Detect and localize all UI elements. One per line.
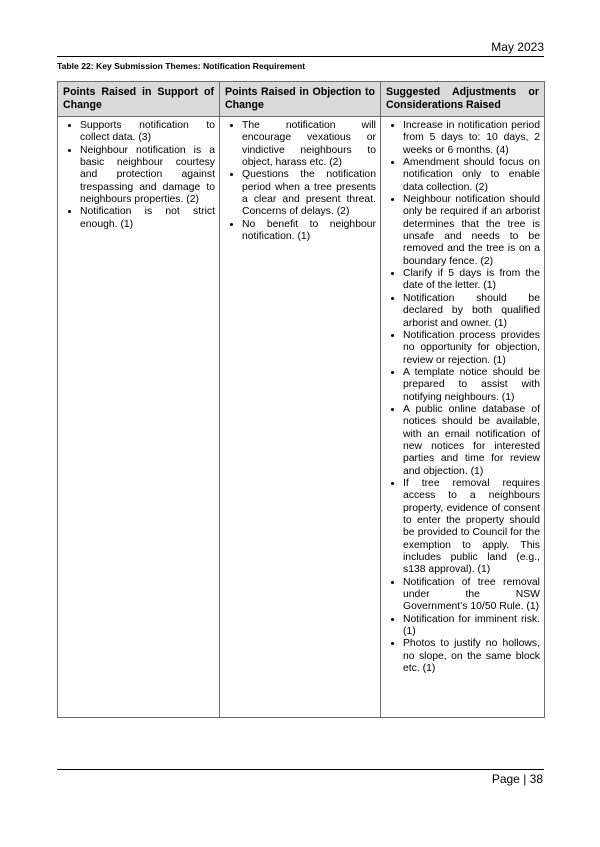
adjustment-item: • Neighbour notification should only be required if an arborist determines that the tree is unsafe and needs to be removed and the tree is on a boundary fence. (2) xyxy=(403,194,540,268)
objection-cell xyxy=(220,117,381,718)
objection-item: • No benefit to neighbour notification. (1) xyxy=(242,219,376,244)
adjustment-item: • Amendment should focus on notification only to enable data collection. (2) xyxy=(403,157,540,194)
adjustment-item: • Increase in notification period from 5 days to: 10 days, 2 weeks or 6 months. (4) xyxy=(403,120,540,157)
objection-list xyxy=(224,120,376,243)
support-item: • Neighbour notification is a basic neighbour courtesy and protection against trespassing and damage to neighbours properties. (2) xyxy=(80,145,215,207)
support-list xyxy=(62,120,215,231)
adjustment-item: • A template notice should be prepared to assist with notifying neighbours. (1) xyxy=(403,367,540,404)
table-row xyxy=(58,117,545,718)
objection-item: • The notification will encourage vexatious or vindictive neighbours to object, harass etc. (2) xyxy=(242,120,376,169)
adjustment-item: • Photos to justify no hollows, no slope, on the same block etc. (1) xyxy=(403,638,540,675)
header-divider xyxy=(57,56,544,57)
adjustment-item: • Notification should be declared by both qualified arborist and owner. (1) xyxy=(403,293,540,330)
adjustment-item: • Clarify if 5 days is from the date of the letter. (1) xyxy=(403,268,540,293)
table-header-row xyxy=(58,82,545,117)
adjustments-cell xyxy=(381,117,545,718)
submission-themes-table xyxy=(57,81,545,718)
adjustment-item: • Notification for imminent risk. (1) xyxy=(403,614,540,639)
support-item: • Supports notification to collect data. (3) xyxy=(80,120,215,145)
header-date: May 2023 xyxy=(491,40,544,54)
footer-divider xyxy=(57,769,544,770)
adjustment-item: • Notification process provides no opportunity for objection, review or rejection. (1) xyxy=(403,330,540,367)
header-support: Points Raised in Support of Change xyxy=(58,82,220,117)
header-objection: Points Raised in Objection to Change xyxy=(220,82,381,117)
adjustment-item: • Notification of tree removal under the NSW Government’s 10/50 Rule. (1) xyxy=(403,577,540,614)
support-cell xyxy=(58,117,220,718)
page-number: Page | 38 xyxy=(491,772,543,786)
table-caption: Table 22: Key Submission Themes: Notification Requirement xyxy=(57,61,306,71)
adjustment-item: • A public online database of notices should be available, with an email notification of new notices for interested parties and time for review and objection. (1) xyxy=(403,404,540,478)
header-adjustments: Suggested Adjustments or Considerations Raised xyxy=(381,82,545,117)
support-item: • Notification is not strict enough. (1) xyxy=(80,206,215,231)
adjustment-item: • If tree removal requires access to a neighbours property, evidence of consent to enter the property should be provided to Council for the exemption to apply. This includes public land (e.g., s138 approval). (1) xyxy=(403,478,540,577)
adjustments-list xyxy=(385,120,540,675)
objection-item: • Questions the notification period when a tree presents a clear and present threat. Concerns of delays. (2) xyxy=(242,169,376,218)
